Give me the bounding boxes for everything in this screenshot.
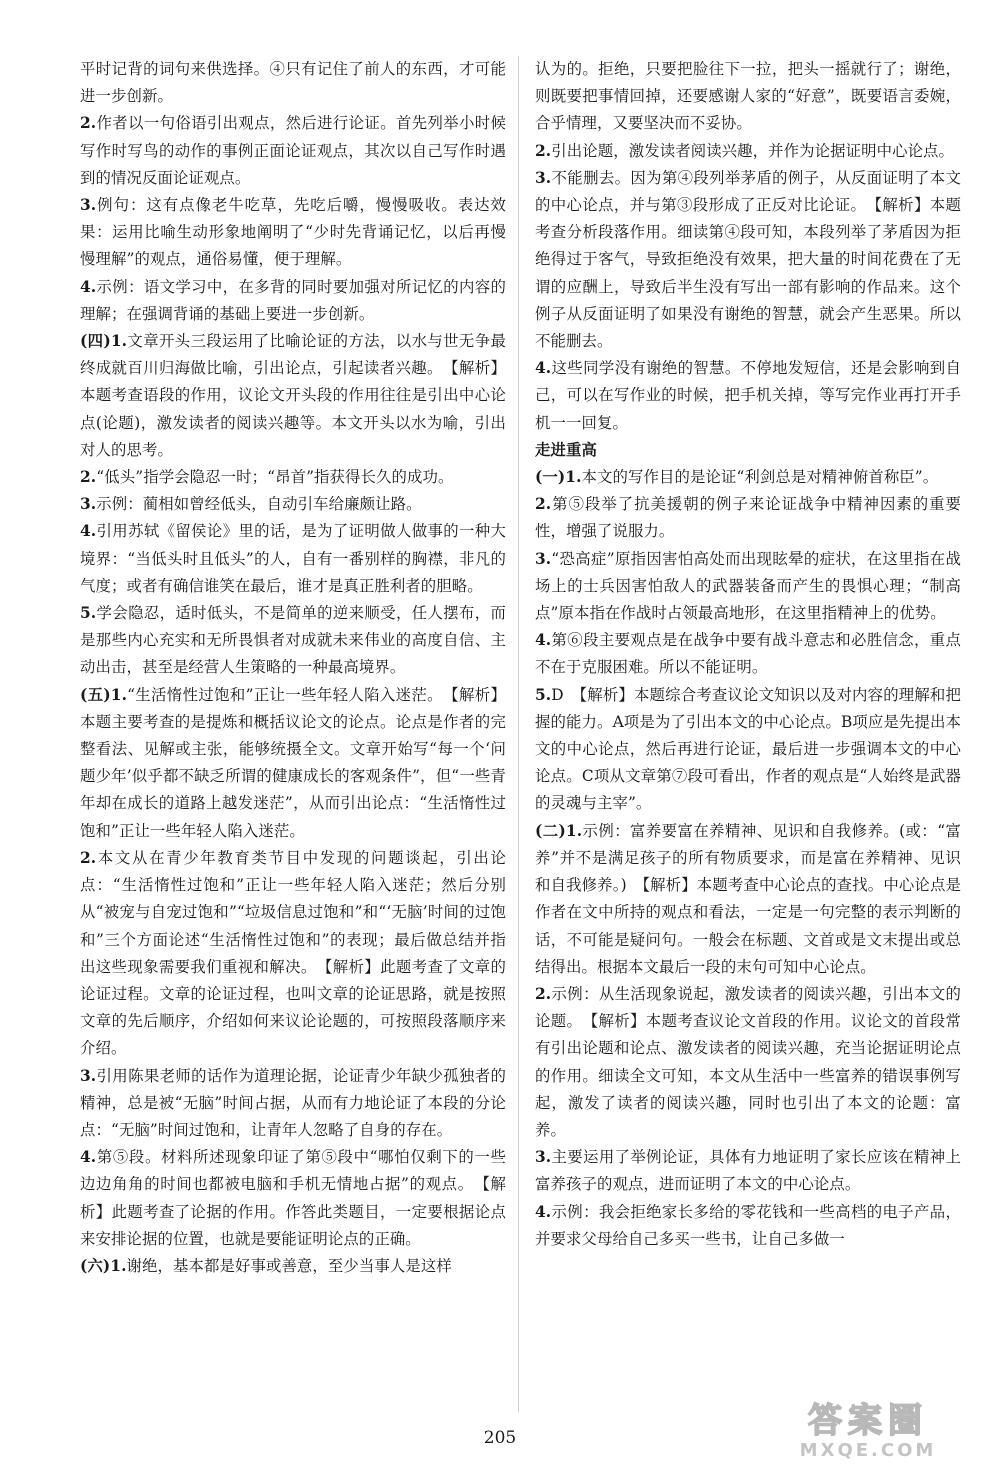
answer-text: 示例：我会拒绝家长多给的零花钱和一些高档的电子产品，并要求父母给自己多买一些书，让自己多做一 [535, 1202, 961, 1248]
item-number: 2. [535, 141, 552, 160]
right-column [535, 56, 961, 1253]
answer-item [80, 682, 506, 845]
answer-text: 认为的。拒绝，只要把脸往下一拉，把头一摇就行了；谢绝，则既要把事情回掉，还要感谢人家的“好意”，既要语言委婉，合乎情理，又要坚决而不妥协。 [535, 60, 961, 133]
watermark-logo [752, 1394, 984, 1462]
answer-text: 引用苏轼《留侯论》里的话，是为了证明做人做事的一种大境界：“当低头时且低头”的人，自有一番别样的胸襟，非凡的气度；或者有确信谁笑在最后，谁才是真正胜利者的胆略。 [80, 522, 506, 595]
answer-text: 这些同学没有谢绝的智慧。不停地发短信，还是会影响到自己，可以在写作业的时候，把手机关掉，等写完作业再打开手机一一回复。 [535, 359, 961, 432]
answer-item [80, 1253, 506, 1280]
answer-text: 主要运用了举例论证，具体有力地证明了家长应该在精神上富养孩子的观点，进而证明了本文的中心论点。 [535, 1148, 961, 1194]
item-number: 4. [535, 359, 552, 378]
answer-text: 例句：这有点像老牛吃草，先吃后嚼，慢慢吸收。表达效果：运用比喻生动形象地阐明了“少时先背诵记忆，以后再慢慢理解”的观点，通俗易懂，便于理解。 [80, 196, 506, 269]
answer-item [80, 464, 506, 491]
answer-text: 示例：蔺相如曾经低头，自动引车给廉颇让路。 [96, 495, 422, 514]
answer-item [80, 274, 506, 328]
answer-text: 平时记背的词句来供选择。④只有记住了前人的东西，才可能进一步创新。 [80, 60, 506, 106]
answer-item [535, 491, 961, 545]
watermark-bottom-text: MXQE.COM [799, 1440, 937, 1461]
column-divider [518, 56, 519, 1412]
answer-text: 本文的写作目的是论证“利剑总是对精神俯首称臣”。 [581, 468, 939, 487]
answer-item [80, 845, 506, 1063]
answer-item [80, 518, 506, 600]
answer-item [535, 981, 961, 1144]
answer-text: 学会隐忍，适时低头，不是简单的逆来顺受，任人摆布，而是那些内心充实和无所畏惧者对成就未来伟业的高度自信、主动出击，甚至是经营人生策略的一种最高境界。 [80, 604, 506, 677]
item-number: (四)1. [80, 332, 128, 351]
item-number: 5. [80, 604, 97, 623]
answer-item [535, 464, 961, 491]
item-number: 3. [80, 196, 97, 215]
item-number: 3. [80, 495, 97, 514]
answer-item [80, 1063, 506, 1145]
answer-text: 文章开头三段运用了比喻论证的方法，以水与世无争最终成就百川归海做比喻，引出论点，引起读者兴趣。 【解析】本题考查语段的作用，议论文开头段的作用往往是引出中心论点(论题)，激发读者的阅读兴趣等。本文开头以水为喻，引出对人的思考。 [80, 332, 506, 459]
answer-text: “恐高症”原指因害怕高处而出现眩晕的症状，在这里指在战场上的士兵因害怕敌人的武器装备而产生的畏惧心理；“制高点”原本指在作战时占领最高地形，在这里指精神上的优势。 [535, 549, 961, 623]
answer-text: 第⑤段。材料所述现象印证了第⑤段中“哪怕仅剩下的一些边边角角的时间也都被电脑和手机无情地占据”的观点。 【解析】此题考查了论据的作用。作答此类题目，一定要根据论点来安排论据的位置，也就是要能证明论点的正确。 [80, 1148, 506, 1248]
answer-text: 谢绝，基本都是好事或善意，至少当事人是这样 [126, 1256, 452, 1275]
item-number: 3. [535, 1148, 552, 1167]
answer-item [535, 546, 961, 628]
answer-item [535, 165, 961, 355]
answer-item [535, 1144, 961, 1198]
page-number: 205 [483, 1428, 517, 1448]
answer-text: D 【解析】本题综合考查议论文知识以及对内容的理解和把握的能力。A项是为了引出本文的中心论点。B项应是先提出本文的中心论点，然后再进行论证，最后进一步强调本文的中心论点。C项从文章第⑦段可看出，作者的观点是“人始终是武器的灵魂与主宰”。 [535, 685, 961, 813]
item-number: 4. [80, 522, 97, 541]
answer-item [535, 355, 961, 437]
answer-text: 不能删去。因为第④段列举茅盾的例子，从反面证明了本文的中心论点，并与第③段形成了正反对比论证。 【解析】本题考查分析段落作用。细读第④段可知，本段列举了茅盾因为拒绝得过于客气，导致拒绝没有效果，把大量的时间花费在了无谓的应酬上，导致后半生没有写出一部有影响的作品来。这个例子从反面证明了如果没有谢绝的智慧，就会产生恶果。所以不能删去。 [535, 168, 961, 351]
item-number: 2. [80, 848, 97, 867]
answer-text: 第⑤段举了抗美援朝的例子来论证战争中精神因素的重要性，增强了说服力。 [535, 495, 961, 541]
item-number: (六)1. [80, 1256, 127, 1275]
item-number: 4. [80, 1148, 97, 1167]
answer-item [80, 491, 506, 518]
answer-text: 本文从在青少年教育类节目中发现的问题谈起，引出论点：“生活惰性过饱和”正让一些年轻人陷入迷茫；然后分别从“被宠与自宠过饱和”“垃圾信息过饱和”和“‘无脑’时间的过饱和”三个方面论述“生活惰性过饱和”的表现；最后做总结并指出这些现象需要我们重视和解决。 【解析】此题考查了文章的论证过程。文章的论证过程，也叫文章的论证思路，就是按照文章的先后顺序，介绍如何来议论论题的，可按照段落顺序来介绍。 [80, 848, 506, 1058]
left-column [80, 56, 506, 1280]
item-number: 2. [80, 114, 97, 133]
item-number: (五)1. [80, 685, 128, 704]
item-number: (一)1. [535, 468, 582, 487]
item-number: 3. [80, 1066, 97, 1085]
answer-text: “低头”指学会隐忍一时；“昂首”指获得长久的成功。 [96, 468, 454, 487]
item-number: 4. [80, 277, 97, 296]
item-number: 2. [535, 984, 552, 1003]
item-number: (二)1. [535, 821, 583, 840]
section-heading: 走进重高 [535, 440, 597, 459]
answer-item [535, 138, 961, 165]
watermark-top-text: 答案圈 [808, 1401, 928, 1441]
answer-item [80, 600, 506, 682]
answer-text: 引用陈果老师的话作为道理论据，论证青少年缺少孤独者的精神，总是被“无脑”时间占据，从而有力地论证了本段的分论点：“无脑”时间过饱和，让青年人忽略了自身的存在。 [80, 1066, 506, 1139]
answer-item [80, 192, 506, 274]
item-number: 3. [535, 168, 552, 187]
answer-item [535, 818, 961, 981]
answer-item [80, 110, 506, 192]
answer-item [535, 682, 961, 818]
answer-text: 示例：从生活现象说起，激发读者的阅读兴趣，引出本文的论题。 【解析】本题考查议论文首段的作用。议论文的首段常有引出论题和论点、激发读者的阅读兴趣，充当论据证明论点的作用。细读全文可知，本文从生活中一些富养的错误事例写起，激发了读者的阅读兴趣，同时也引出了本文的论题：富养。 [535, 984, 961, 1139]
answer-item [535, 1199, 961, 1253]
answer-item [80, 56, 506, 110]
item-number: 4. [535, 631, 552, 650]
answer-text: 作者以一句俗语引出观点，然后进行论证。首先列举小时候写作时写鸟的动作的事例正面论证观点，其次以自己写作时遇到的情况反面论证观点。 [80, 114, 506, 187]
answer-item [535, 627, 961, 681]
answer-text: 示例：语文学习中，在多背的同时要加强对所记忆的内容的理解；在强调背诵的基础上要进一步创新。 [80, 277, 506, 323]
answer-text: “生活惰性过饱和”正让一些年轻人陷入迷茫。 【解析】本题主要考查的是提炼和概括议论文的论点。论点是作者的完整看法、见解或主张，能够统摄全文。文章开始写“每一个‘问题少年’似乎都不缺乏所谓的健康成长的客观条件”，但“一些青年却在成长的道路上越发迷茫”，从而引出论点：“生活惰性过饱和”正让一些年轻人陷入迷茫。 [80, 685, 507, 840]
answer-item [535, 56, 961, 138]
answer-text: 第⑥段主要观点是在战争中要有战斗意志和必胜信念，重点不在于克服困难。所以不能证明。 [535, 631, 961, 677]
answer-item [80, 1144, 506, 1253]
item-number: 2. [535, 495, 552, 514]
answer-item [80, 328, 506, 464]
answer-text: 示例：富养要富在养精神、见识和自我修养。(或：“富养”并不是满足孩子的所有物质要求，而是富在养精神、见识和自我修养。) 【解析】本题考查中心论点的查找。中心论点是作者在文中所持的观点和看法，一定是一句完整的表示判断的话，不可能是疑问句。一般会在标题、文首或是文末提出或总结得出。根据本文最后一段的末句可知中心论点。 [535, 821, 961, 976]
answer-text: 引出论题，激发读者阅读兴趣，并作为论据证明中心论点。 [551, 141, 955, 160]
item-number: 5. [535, 685, 552, 704]
item-number: 2. [80, 468, 97, 487]
item-number: 3. [535, 549, 552, 568]
item-number: 4. [535, 1202, 552, 1221]
